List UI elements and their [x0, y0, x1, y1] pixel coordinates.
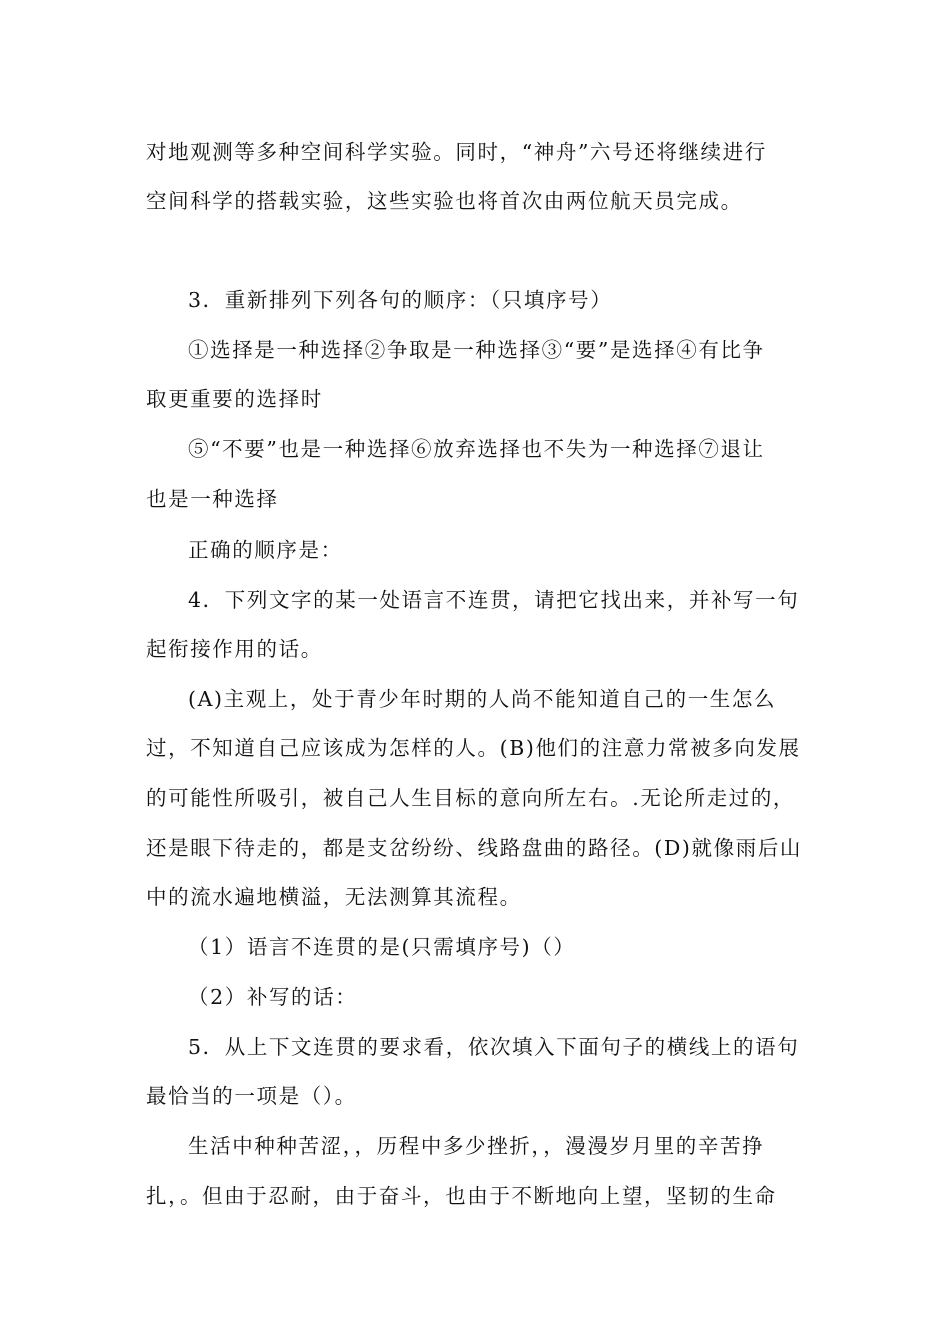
question-3-sentences-cont: 取更重要的选择时 — [146, 387, 323, 411]
question-4-passage: 还是眼下待走的，都是支岔纷纷、线路盘曲的路径。(D)就像雨后山 — [146, 836, 803, 860]
question-4-passage: 过，不知道自己应该成为怎样的人。(B)他们的注意力常被多向发展 — [146, 736, 801, 760]
question-5-passage: 扎，。但由于忍耐，由于奋斗，也由于不断地向上望，坚韧的生命 — [146, 1184, 777, 1208]
question-3-sentences: ⑤“不要”也是一种选择⑥放弃选择也不失为一种选择⑦退让 — [188, 437, 765, 461]
question-4-passage: 中的流水遍地横溢，无法测算其流程。 — [146, 885, 522, 909]
question-4-subquestion-1: （1）语言不连贯的是(只需填序号)（） — [188, 935, 576, 959]
question-3-heading: 3．重新排列下列各句的顺序：（只填序号） — [188, 288, 613, 312]
paragraph-line: 对地观测等多种空间科学实验。同时，“神舟”六号还将继续进行 — [146, 140, 767, 164]
question-4-passage: (A)主观上，处于青少年时期的人尚不能知道自己的一生怎么 — [188, 687, 777, 711]
question-5-heading-cont: 最恰当的一项是（）。 — [146, 1084, 357, 1108]
question-3-sentences: ①选择是一种选择②争取是一种选择③“要”是选择④有比争 — [188, 338, 765, 362]
question-3-answer-prompt: 正确的顺序是： — [188, 538, 343, 562]
question-4-heading-cont: 起衔接作用的话。 — [146, 637, 323, 661]
question-4-passage: 的可能性所吸引，被自己人生目标的意向所左右。.无论所走过的， — [146, 786, 796, 810]
question-4-heading: 4．下列文字的某一处语言不连贯，请把它找出来，并补写一句 — [188, 588, 800, 612]
question-5-heading: 5．从上下文连贯的要求看，依次填入下面句子的横线上的语句 — [188, 1035, 800, 1059]
paragraph-line: 空间科学的搭载实验，这些实验也将首次由两位航天员完成。 — [146, 189, 743, 213]
question-4-subquestion-2: （2）补写的话： — [188, 985, 358, 1009]
question-3-sentences-cont: 也是一种选择 — [146, 487, 279, 511]
question-5-passage: 生活中种种苦涩，，历程中多少挫折，，漫漫岁月里的辛苦挣 — [188, 1134, 765, 1158]
